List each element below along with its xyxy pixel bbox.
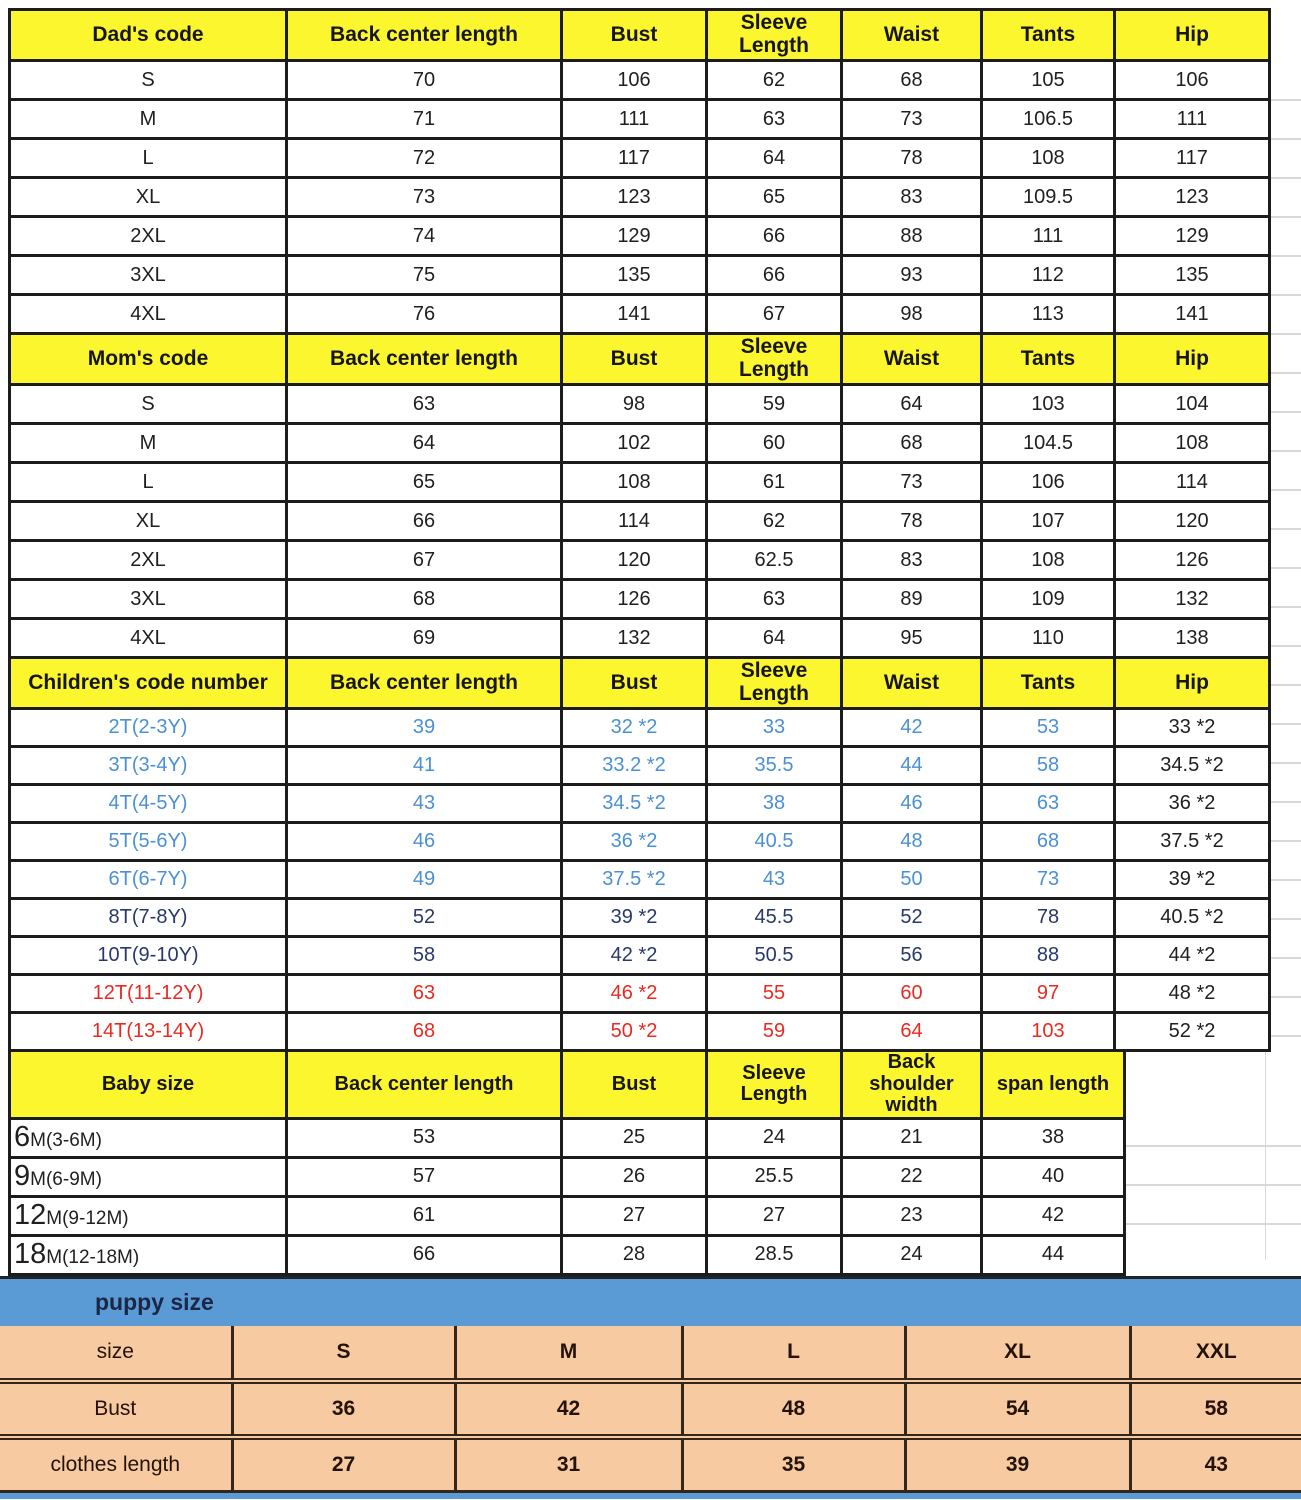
dad-value-cell: 141	[562, 295, 707, 334]
mom-column-header: Mom's code	[10, 334, 287, 385]
mom-table-row	[10, 463, 1270, 502]
children-value-cell: 43	[707, 861, 842, 899]
children-value-cell: 58	[982, 747, 1115, 785]
spreadsheet-gridlines-right	[1271, 62, 1301, 1048]
dad-column-header: Hip	[1115, 10, 1270, 61]
children-value-cell: 59	[707, 1013, 842, 1051]
children-value-cell: 44 *2	[1115, 937, 1270, 975]
children-value-cell: 37.5 *2	[1115, 823, 1270, 861]
dad-column-header: Waist	[842, 10, 982, 61]
mom-value-cell: 68	[287, 580, 562, 619]
children-value-cell: 63	[287, 975, 562, 1013]
baby-table-row	[10, 1118, 1125, 1157]
mom-row-label: S	[10, 385, 287, 424]
children-value-cell: 53	[982, 709, 1115, 747]
children-value-cell: 39	[287, 709, 562, 747]
children-row-label: 2T(2-3Y)	[10, 709, 287, 747]
mom-value-cell: 106	[982, 463, 1115, 502]
mom-value-cell: 64	[707, 619, 842, 658]
dad-column-header: Back center length	[287, 10, 562, 61]
mom-value-cell: 108	[1115, 424, 1270, 463]
children-table-row	[10, 1013, 1270, 1051]
dad-value-cell: 73	[842, 100, 982, 139]
children-value-cell: 55	[707, 975, 842, 1013]
children-value-cell: 34.5 *2	[1115, 747, 1270, 785]
mom-value-cell: 83	[842, 541, 982, 580]
dad-value-cell: 108	[982, 139, 1115, 178]
puppy-value-cell: 43	[1130, 1437, 1301, 1492]
children-value-cell: 68	[982, 823, 1115, 861]
children-value-cell: 40.5 *2	[1115, 899, 1270, 937]
dad-value-cell: 141	[1115, 295, 1270, 334]
dad-value-cell: 76	[287, 295, 562, 334]
mom-column-header: Bust	[562, 334, 707, 385]
mom-header-row	[10, 334, 1270, 385]
children-value-cell: 32 *2	[562, 709, 707, 747]
children-value-cell: 103	[982, 1013, 1115, 1051]
baby-label-range: M(12-18M)	[46, 1247, 140, 1269]
children-value-cell: 60	[842, 975, 982, 1013]
children-value-cell: 46	[842, 785, 982, 823]
dad-value-cell: 74	[287, 217, 562, 256]
mom-value-cell: 120	[562, 541, 707, 580]
mom-value-cell: 62	[707, 502, 842, 541]
baby-value-cell: 42	[982, 1196, 1125, 1235]
children-value-cell: 33 *2	[1115, 709, 1270, 747]
spreadsheet-gridlines-baby	[1126, 1108, 1301, 1260]
baby-value-cell: 57	[287, 1157, 562, 1196]
dad-value-cell: 63	[707, 100, 842, 139]
children-table-row	[10, 823, 1270, 861]
dad-value-cell: 111	[982, 217, 1115, 256]
baby-row-label	[10, 1157, 287, 1196]
mom-value-cell: 126	[562, 580, 707, 619]
mom-value-cell: 102	[562, 424, 707, 463]
dad-column-header: Bust	[562, 10, 707, 61]
children-value-cell: 48 *2	[1115, 975, 1270, 1013]
mom-value-cell: 108	[562, 463, 707, 502]
children-value-cell: 48	[842, 823, 982, 861]
mom-value-cell: 138	[1115, 619, 1270, 658]
children-value-cell: 36 *2	[1115, 785, 1270, 823]
mom-row-label: 4XL	[10, 619, 287, 658]
children-table-row	[10, 747, 1270, 785]
children-column-header: Hip	[1115, 658, 1270, 709]
mom-table-row	[10, 619, 1270, 658]
dad-table-row	[10, 61, 1270, 100]
children-row-label: 10T(9-10Y)	[10, 937, 287, 975]
dad-value-cell: 70	[287, 61, 562, 100]
dad-value-cell: 135	[1115, 256, 1270, 295]
dad-value-cell: 123	[1115, 178, 1270, 217]
baby-label-big-number: 12	[14, 1199, 47, 1232]
dad-value-cell: 135	[562, 256, 707, 295]
children-row-label: 5T(5-6Y)	[10, 823, 287, 861]
dad-row-label: 2XL	[10, 217, 287, 256]
mom-value-cell: 110	[982, 619, 1115, 658]
children-value-cell: 97	[982, 975, 1115, 1013]
dad-column-header: Tants	[982, 10, 1115, 61]
children-value-cell: 64	[842, 1013, 982, 1051]
mom-value-cell: 108	[982, 541, 1115, 580]
children-row-label: 3T(3-4Y)	[10, 747, 287, 785]
puppy-table-row	[0, 1437, 1301, 1492]
dad-column-header: Sleeve Length	[707, 10, 842, 61]
mom-table-row	[10, 580, 1270, 619]
children-value-cell: 41	[287, 747, 562, 785]
puppy-size-bar-label: puppy size	[95, 1288, 214, 1315]
children-value-cell: 43	[287, 785, 562, 823]
mom-value-cell: 65	[287, 463, 562, 502]
spreadsheet-gridline-vertical	[1265, 1052, 1266, 1260]
dad-header-row	[10, 10, 1270, 61]
children-value-cell: 56	[842, 937, 982, 975]
dad-value-cell: 106	[562, 61, 707, 100]
mom-value-cell: 104.5	[982, 424, 1115, 463]
mom-value-cell: 64	[842, 385, 982, 424]
puppy-value-cell: 48	[682, 1381, 905, 1437]
puppy-size-header: XXL	[1130, 1326, 1301, 1381]
baby-row-label	[10, 1196, 287, 1235]
dad-value-cell: 117	[1115, 139, 1270, 178]
baby-row-label	[10, 1235, 287, 1274]
dad-size-table	[8, 8, 1271, 335]
puppy-value-cell: 54	[905, 1381, 1130, 1437]
dad-value-cell: 65	[707, 178, 842, 217]
mom-value-cell: 95	[842, 619, 982, 658]
baby-table-row	[10, 1235, 1125, 1274]
baby-value-cell: 28	[562, 1235, 707, 1274]
mom-size-table	[8, 332, 1271, 659]
dad-value-cell: 75	[287, 256, 562, 295]
mom-value-cell: 104	[1115, 385, 1270, 424]
mom-value-cell: 120	[1115, 502, 1270, 541]
baby-column-header: Back center length	[287, 1051, 562, 1119]
puppy-row-label: clothes length	[0, 1437, 232, 1492]
mom-value-cell: 62.5	[707, 541, 842, 580]
dad-row-label: XL	[10, 178, 287, 217]
children-value-cell: 39 *2	[562, 899, 707, 937]
baby-table-row	[10, 1196, 1125, 1235]
baby-column-header: Bust	[562, 1051, 707, 1119]
children-table-row	[10, 975, 1270, 1013]
baby-column-header: Baby size	[10, 1051, 287, 1119]
baby-value-cell: 66	[287, 1235, 562, 1274]
baby-value-cell: 24	[842, 1235, 982, 1274]
children-value-cell: 40.5	[707, 823, 842, 861]
puppy-value-cell: 27	[232, 1437, 455, 1492]
dad-value-cell: 71	[287, 100, 562, 139]
mom-value-cell: 68	[842, 424, 982, 463]
children-table-row	[10, 709, 1270, 747]
puppy-size-table	[0, 1326, 1301, 1493]
mom-value-cell: 78	[842, 502, 982, 541]
baby-header-row	[10, 1051, 1125, 1119]
children-header-row	[10, 658, 1270, 709]
dad-table-row	[10, 100, 1270, 139]
dad-table-row	[10, 178, 1270, 217]
children-value-cell: 78	[982, 899, 1115, 937]
mom-value-cell: 107	[982, 502, 1115, 541]
baby-value-cell: 26	[562, 1157, 707, 1196]
mom-column-header: Waist	[842, 334, 982, 385]
baby-value-cell: 38	[982, 1118, 1125, 1157]
puppy-size-row-label: size	[0, 1326, 232, 1381]
mom-value-cell: 103	[982, 385, 1115, 424]
mom-value-cell: 60	[707, 424, 842, 463]
baby-table-row	[10, 1157, 1125, 1196]
mom-value-cell: 61	[707, 463, 842, 502]
dad-row-label: 4XL	[10, 295, 287, 334]
baby-value-cell: 28.5	[707, 1235, 842, 1274]
mom-table-row	[10, 385, 1270, 424]
baby-value-cell: 23	[842, 1196, 982, 1235]
dad-value-cell: 109.5	[982, 178, 1115, 217]
children-size-table	[8, 656, 1271, 1052]
dad-value-cell: 117	[562, 139, 707, 178]
children-value-cell: 39 *2	[1115, 861, 1270, 899]
mom-value-cell: 73	[842, 463, 982, 502]
children-table-row	[10, 785, 1270, 823]
puppy-size-row	[0, 1326, 1301, 1381]
puppy-size-header: L	[682, 1326, 905, 1381]
baby-label-big-number: 9	[14, 1160, 31, 1193]
children-row-label: 8T(7-8Y)	[10, 899, 287, 937]
baby-value-cell: 53	[287, 1118, 562, 1157]
mom-value-cell: 114	[1115, 463, 1270, 502]
mom-value-cell: 109	[982, 580, 1115, 619]
children-table-row	[10, 937, 1270, 975]
children-value-cell: 63	[982, 785, 1115, 823]
children-column-header: Children's code number	[10, 658, 287, 709]
children-value-cell: 42	[842, 709, 982, 747]
dad-value-cell: 129	[1115, 217, 1270, 256]
puppy-table-row	[0, 1381, 1301, 1437]
mom-value-cell: 63	[707, 580, 842, 619]
dad-value-cell: 62	[707, 61, 842, 100]
baby-column-header: Sleeve Length	[707, 1051, 842, 1119]
mom-value-cell: 98	[562, 385, 707, 424]
children-value-cell: 36 *2	[562, 823, 707, 861]
children-column-header: Back center length	[287, 658, 562, 709]
mom-value-cell: 132	[562, 619, 707, 658]
baby-column-header: Back shoulder width	[842, 1051, 982, 1119]
mom-table-row	[10, 424, 1270, 463]
children-value-cell: 33	[707, 709, 842, 747]
children-value-cell: 35.5	[707, 747, 842, 785]
baby-value-cell: 61	[287, 1196, 562, 1235]
children-value-cell: 44	[842, 747, 982, 785]
children-value-cell: 50 *2	[562, 1013, 707, 1051]
children-value-cell: 49	[287, 861, 562, 899]
dad-value-cell: 72	[287, 139, 562, 178]
children-value-cell: 37.5 *2	[562, 861, 707, 899]
dad-value-cell: 129	[562, 217, 707, 256]
puppy-size-header-bar	[0, 1276, 1301, 1326]
children-value-cell: 52 *2	[1115, 1013, 1270, 1051]
puppy-value-cell: 31	[455, 1437, 682, 1492]
mom-value-cell: 69	[287, 619, 562, 658]
mom-column-header: Tants	[982, 334, 1115, 385]
baby-label-big-number: 18	[14, 1238, 47, 1271]
mom-value-cell: 114	[562, 502, 707, 541]
children-value-cell: 58	[287, 937, 562, 975]
children-value-cell: 45.5	[707, 899, 842, 937]
children-table-row	[10, 899, 1270, 937]
mom-value-cell: 66	[287, 502, 562, 541]
children-column-header: Waist	[842, 658, 982, 709]
baby-row-label	[10, 1118, 287, 1157]
mom-table-row	[10, 541, 1270, 580]
dad-table-row	[10, 295, 1270, 334]
puppy-size-header: M	[455, 1326, 682, 1381]
puppy-size-header: S	[232, 1326, 455, 1381]
puppy-size-header: XL	[905, 1326, 1130, 1381]
dad-row-label: M	[10, 100, 287, 139]
children-row-label: 4T(4-5Y)	[10, 785, 287, 823]
children-value-cell: 50.5	[707, 937, 842, 975]
dad-value-cell: 93	[842, 256, 982, 295]
baby-label-big-number: 6	[14, 1121, 31, 1154]
dad-value-cell: 68	[842, 61, 982, 100]
puppy-value-cell: 35	[682, 1437, 905, 1492]
dad-value-cell: 113	[982, 295, 1115, 334]
children-value-cell: 33.2 *2	[562, 747, 707, 785]
baby-label-range: M(3-6M)	[30, 1130, 102, 1152]
puppy-value-cell: 36	[232, 1381, 455, 1437]
puppy-row-label: Bust	[0, 1381, 232, 1437]
dad-value-cell: 112	[982, 256, 1115, 295]
children-value-cell: 50	[842, 861, 982, 899]
mom-row-label: M	[10, 424, 287, 463]
children-value-cell: 68	[287, 1013, 562, 1051]
children-column-header: Sleeve Length	[707, 658, 842, 709]
baby-value-cell: 40	[982, 1157, 1125, 1196]
dad-value-cell: 73	[287, 178, 562, 217]
dad-value-cell: 111	[562, 100, 707, 139]
children-value-cell: 46 *2	[562, 975, 707, 1013]
baby-size-table	[8, 1049, 1126, 1276]
dad-value-cell: 106	[1115, 61, 1270, 100]
dad-row-label: S	[10, 61, 287, 100]
mom-column-header: Hip	[1115, 334, 1270, 385]
baby-value-cell: 24	[707, 1118, 842, 1157]
mom-value-cell: 63	[287, 385, 562, 424]
dad-table-row	[10, 139, 1270, 178]
children-value-cell: 73	[982, 861, 1115, 899]
children-row-label: 6T(6-7Y)	[10, 861, 287, 899]
mom-value-cell: 132	[1115, 580, 1270, 619]
mom-column-header: Sleeve Length	[707, 334, 842, 385]
puppy-value-cell: 58	[1130, 1381, 1301, 1437]
baby-label-range: M(9-12M)	[46, 1208, 129, 1230]
mom-value-cell: 89	[842, 580, 982, 619]
dad-table-row	[10, 256, 1270, 295]
dad-value-cell: 88	[842, 217, 982, 256]
puppy-value-cell: 42	[455, 1381, 682, 1437]
dad-value-cell: 106.5	[982, 100, 1115, 139]
mom-row-label: XL	[10, 502, 287, 541]
dad-value-cell: 64	[707, 139, 842, 178]
dad-row-label: L	[10, 139, 287, 178]
baby-value-cell: 27	[707, 1196, 842, 1235]
mom-row-label: 2XL	[10, 541, 287, 580]
dad-value-cell: 123	[562, 178, 707, 217]
mom-row-label: 3XL	[10, 580, 287, 619]
mom-value-cell: 67	[287, 541, 562, 580]
children-value-cell: 88	[982, 937, 1115, 975]
dad-row-label: 3XL	[10, 256, 287, 295]
mom-column-header: Back center length	[287, 334, 562, 385]
dad-table-row	[10, 217, 1270, 256]
children-value-cell: 52	[842, 899, 982, 937]
dad-value-cell: 67	[707, 295, 842, 334]
dad-value-cell: 66	[707, 217, 842, 256]
children-column-header: Tants	[982, 658, 1115, 709]
children-value-cell: 34.5 *2	[562, 785, 707, 823]
baby-label-range: M(6-9M)	[30, 1169, 102, 1191]
dad-value-cell: 111	[1115, 100, 1270, 139]
children-row-label: 12T(11-12Y)	[10, 975, 287, 1013]
mom-value-cell: 59	[707, 385, 842, 424]
bottom-blue-strip	[0, 1493, 1301, 1499]
children-table-row	[10, 861, 1270, 899]
puppy-value-cell: 39	[905, 1437, 1130, 1492]
baby-value-cell: 21	[842, 1118, 982, 1157]
dad-value-cell: 83	[842, 178, 982, 217]
mom-value-cell: 126	[1115, 541, 1270, 580]
mom-row-label: L	[10, 463, 287, 502]
dad-value-cell: 98	[842, 295, 982, 334]
dad-value-cell: 66	[707, 256, 842, 295]
dad-column-header: Dad's code	[10, 10, 287, 61]
dad-value-cell: 105	[982, 61, 1115, 100]
children-column-header: Bust	[562, 658, 707, 709]
children-value-cell: 42 *2	[562, 937, 707, 975]
mom-value-cell: 64	[287, 424, 562, 463]
children-value-cell: 46	[287, 823, 562, 861]
baby-value-cell: 22	[842, 1157, 982, 1196]
children-row-label: 14T(13-14Y)	[10, 1013, 287, 1051]
dad-value-cell: 78	[842, 139, 982, 178]
mom-table-row	[10, 502, 1270, 541]
children-value-cell: 38	[707, 785, 842, 823]
baby-column-header: span length	[982, 1051, 1125, 1119]
baby-value-cell: 44	[982, 1235, 1125, 1274]
baby-value-cell: 25	[562, 1118, 707, 1157]
children-value-cell: 52	[287, 899, 562, 937]
baby-value-cell: 27	[562, 1196, 707, 1235]
baby-value-cell: 25.5	[707, 1157, 842, 1196]
